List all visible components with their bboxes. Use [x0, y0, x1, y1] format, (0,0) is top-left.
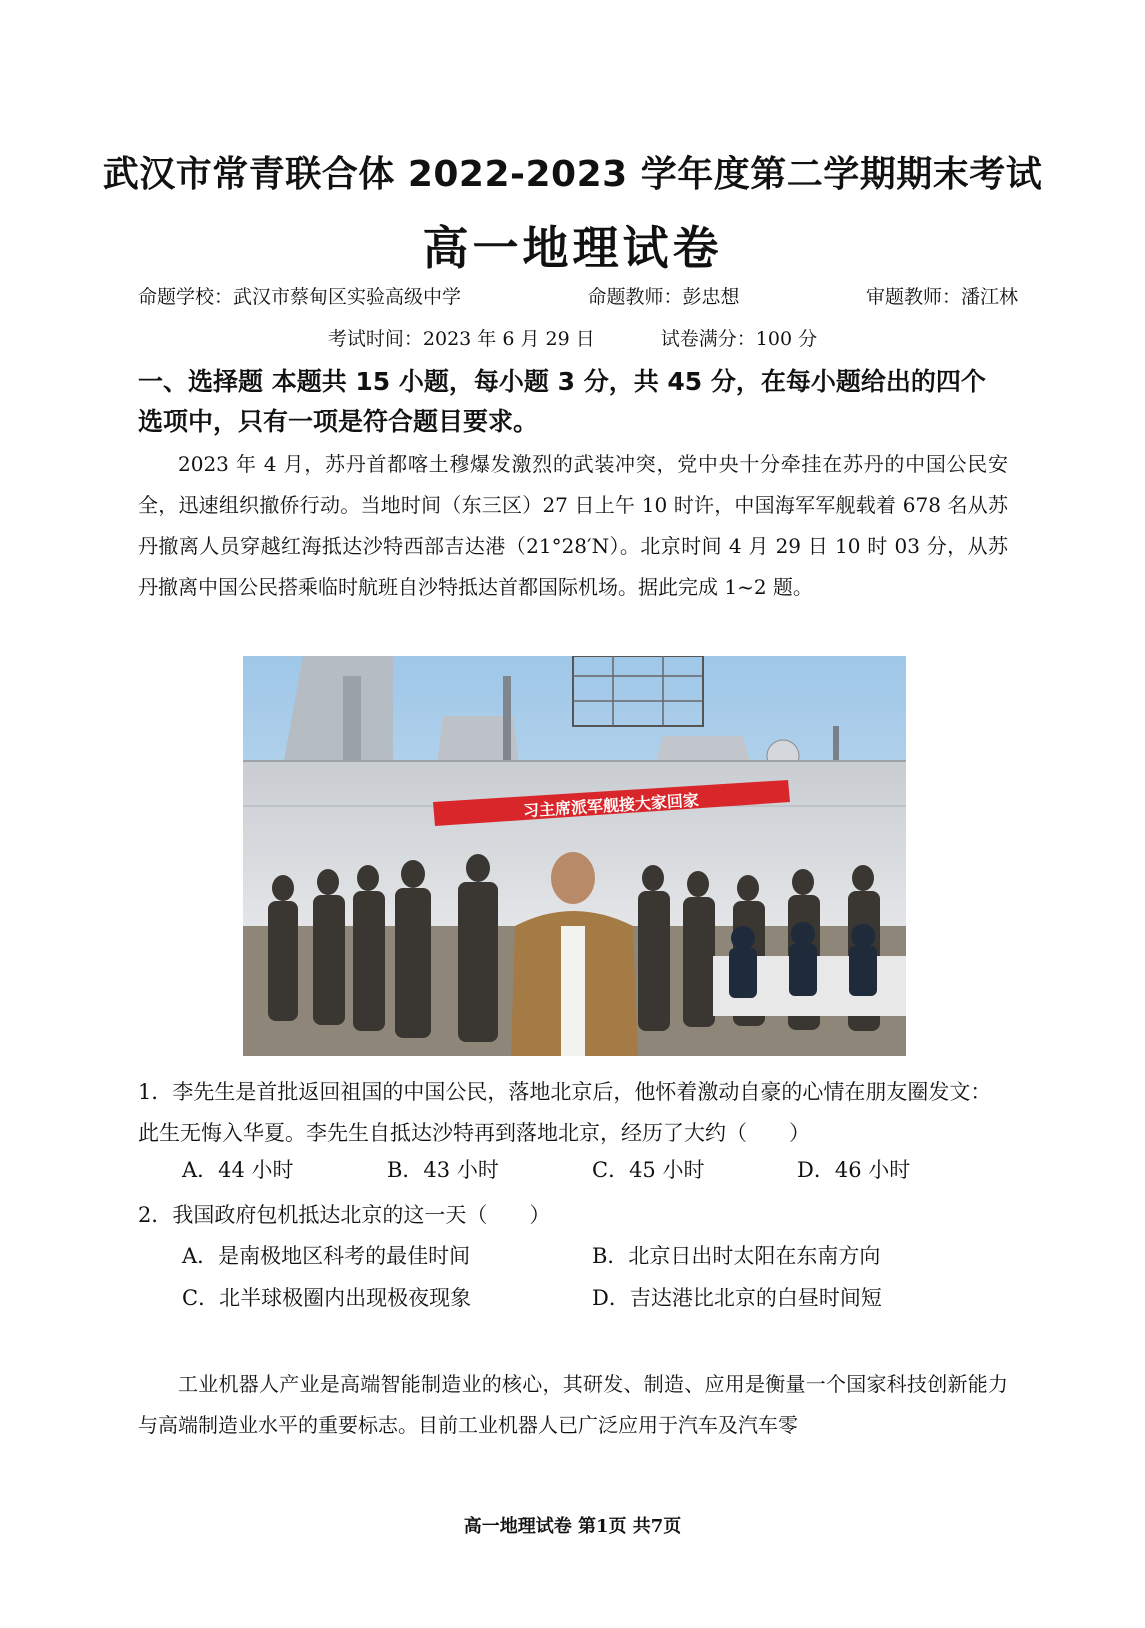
question-2-options-row-1 — [182, 1240, 1002, 1270]
q2-option-a[interactable]: A．是南极地区科考的最佳时间 — [182, 1244, 471, 1268]
page-footer: 高一地理试卷 第1页 共7页 — [463, 1516, 682, 1537]
exam-subtitle: 高一地理试卷 — [422, 221, 723, 275]
q2-option-c[interactable]: C．北半球极圈内出现极夜现象 — [182, 1286, 472, 1310]
q1-option-b[interactable]: B．43 小时 — [387, 1158, 499, 1182]
section-heading: 一、选择题 本题共 15 小题，每小题 3 分，共 45 分，在每小题给出的四个选项中，只有一项是符合题目要求。 — [138, 367, 986, 436]
question-2-stem: 2．我国政府包机抵达北京的这一天（ ） — [138, 1203, 551, 1227]
q1-option-d[interactable]: D．46 小时 — [797, 1158, 911, 1182]
reviewer-label: 审题教师：潘江林 — [865, 286, 1018, 308]
question-1-options — [182, 1154, 1002, 1184]
warship-photo — [243, 656, 906, 1056]
q1-option-a[interactable]: A．44 小时 — [182, 1158, 294, 1182]
full-score: 试卷满分：100 分 — [660, 328, 818, 350]
exam-time: 考试时间：2023 年 6 月 29 日 — [327, 328, 595, 350]
author-label: 命题教师：彭忠想 — [587, 286, 740, 308]
q2-option-b[interactable]: B．北京日出时太阳在东南方向 — [592, 1244, 881, 1268]
school-label: 命题学校：武汉市蔡甸区实验高级中学 — [138, 286, 462, 308]
passage-1: 2023 年 4 月，苏丹首都喀土穆爆发激烈的武装冲突，党中央十分牵挂在苏丹的中国公民安全，迅速组织撤侨行动。当地时间（东三区）27 日上午 10 时许，中国海军军舰载着 678 名从苏丹撤离人员穿越红海抵达沙特西部吉达港（21°28′N）。北京时间 4 月 29 日 10 时 03 分，从苏丹撤离中国公民搭乘临时航班自沙特抵达首都国际机场。据此完成 1~2 题。 — [138, 452, 1008, 599]
q1-option-c[interactable]: C．45 小时 — [592, 1158, 705, 1182]
q2-option-d[interactable]: D．吉达港比北京的白昼时间短 — [592, 1286, 882, 1310]
passage-2: 工业机器人产业是高端智能制造业的核心，其研发、制造、应用是衡量一个国家科技创新能力与高端制造业水平的重要标志。目前工业机器人已广泛应用于汽车及汽车零 — [138, 1372, 1008, 1437]
exam-meta-2 — [0, 324, 1145, 351]
exam-title: 武汉市常青联合体 2022-2023 学年度第二学期期末考试 — [102, 154, 1043, 195]
question-1-stem: 1．李先生是首批返回祖国的中国公民，落地北京后，他怀着激动自豪的心情在朋友圈发文：此生无悔入华夏。李先生自抵达沙特再到落地北京，经历了大约（ ） — [138, 1080, 992, 1145]
exam-meta — [138, 282, 1018, 309]
question-2-options-row-2 — [182, 1282, 1002, 1312]
banner-text: 习主席派军舰接大家回家 — [522, 790, 700, 821]
